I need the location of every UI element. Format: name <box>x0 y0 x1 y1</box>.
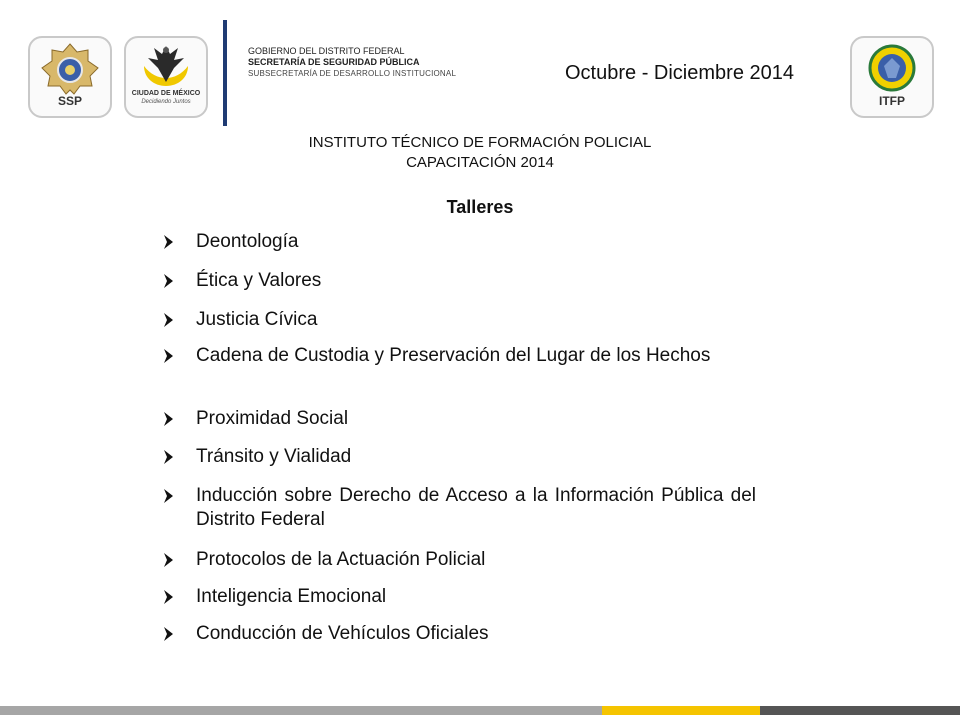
arrow-bullet-icon <box>160 484 184 508</box>
taller-label: Protocolos de la Actuación Policial <box>196 549 486 570</box>
gov-line-1: GOBIERNO DEL DISTRITO FEDERAL <box>248 46 405 56</box>
list-item <box>160 269 756 293</box>
training-year: CAPACITACIÓN 2014 <box>406 154 554 171</box>
period-label: Octubre - Diciembre 2014 <box>565 62 794 84</box>
arrow-bullet-icon <box>160 269 184 293</box>
footer-stripe-gray <box>0 706 602 715</box>
taller-label: Tránsito y Vialidad <box>196 446 352 467</box>
taller-label: Justicia Cívica <box>196 309 318 330</box>
gov-line-2: SECRETARÍA DE SEGURIDAD PÚBLICA <box>248 57 420 67</box>
government-header <box>248 46 456 79</box>
arrow-bullet-icon <box>160 622 184 646</box>
list-item <box>160 407 756 431</box>
list-item <box>160 622 756 646</box>
list-item <box>160 445 756 469</box>
taller-label: Inteligencia Emocional <box>196 586 387 607</box>
institute-name: INSTITUTO TÉCNICO DE FORMACIÓN POLICIAL <box>308 134 652 151</box>
itfp-caption: ITFP <box>879 94 905 108</box>
arrow-bullet-icon <box>160 230 184 254</box>
list-item <box>160 308 756 332</box>
arrow-bullet-icon <box>160 445 184 469</box>
arrow-bullet-icon <box>160 548 184 572</box>
arrow-bullet-icon <box>160 344 184 368</box>
itfp-logo <box>850 36 934 118</box>
list-item <box>160 548 756 572</box>
list-item <box>160 230 756 254</box>
section-title: Talleres <box>446 197 514 217</box>
footer-stripe-yellow <box>602 706 760 715</box>
cdmx-caption-line1: CIUDAD DE MÉXICO <box>131 90 201 97</box>
header-divider <box>223 20 227 126</box>
ssp-caption: SSP <box>57 94 82 108</box>
arrow-bullet-icon <box>160 308 184 332</box>
taller-label: Cadena de Custodia y Preservación del Lugar de los Hechos <box>196 345 711 366</box>
institute-heading <box>0 133 960 173</box>
list-item <box>160 344 756 368</box>
gov-line-3: SUBSECRETARÍA DE DESARROLLO INSTITUCIONAL <box>248 69 457 78</box>
footer-stripe-dark <box>760 706 960 715</box>
list-item <box>160 484 756 532</box>
taller-label: Deontología <box>196 231 299 252</box>
taller-label: Proximidad Social <box>196 408 349 429</box>
taller-label: Inducción sobre Derecho de Acceso a la Información Pública del Distrito Federal <box>196 485 756 530</box>
list-item <box>160 585 756 609</box>
taller-label: Conducción de Vehículos Oficiales <box>196 623 489 644</box>
taller-label: Ética y Valores <box>196 270 322 291</box>
cdmx-logo <box>124 36 208 118</box>
arrow-bullet-icon <box>160 585 184 609</box>
ssp-logo <box>28 36 112 118</box>
cdmx-caption-line2: Decidiendo Juntos <box>141 99 191 105</box>
arrow-bullet-icon <box>160 407 184 431</box>
